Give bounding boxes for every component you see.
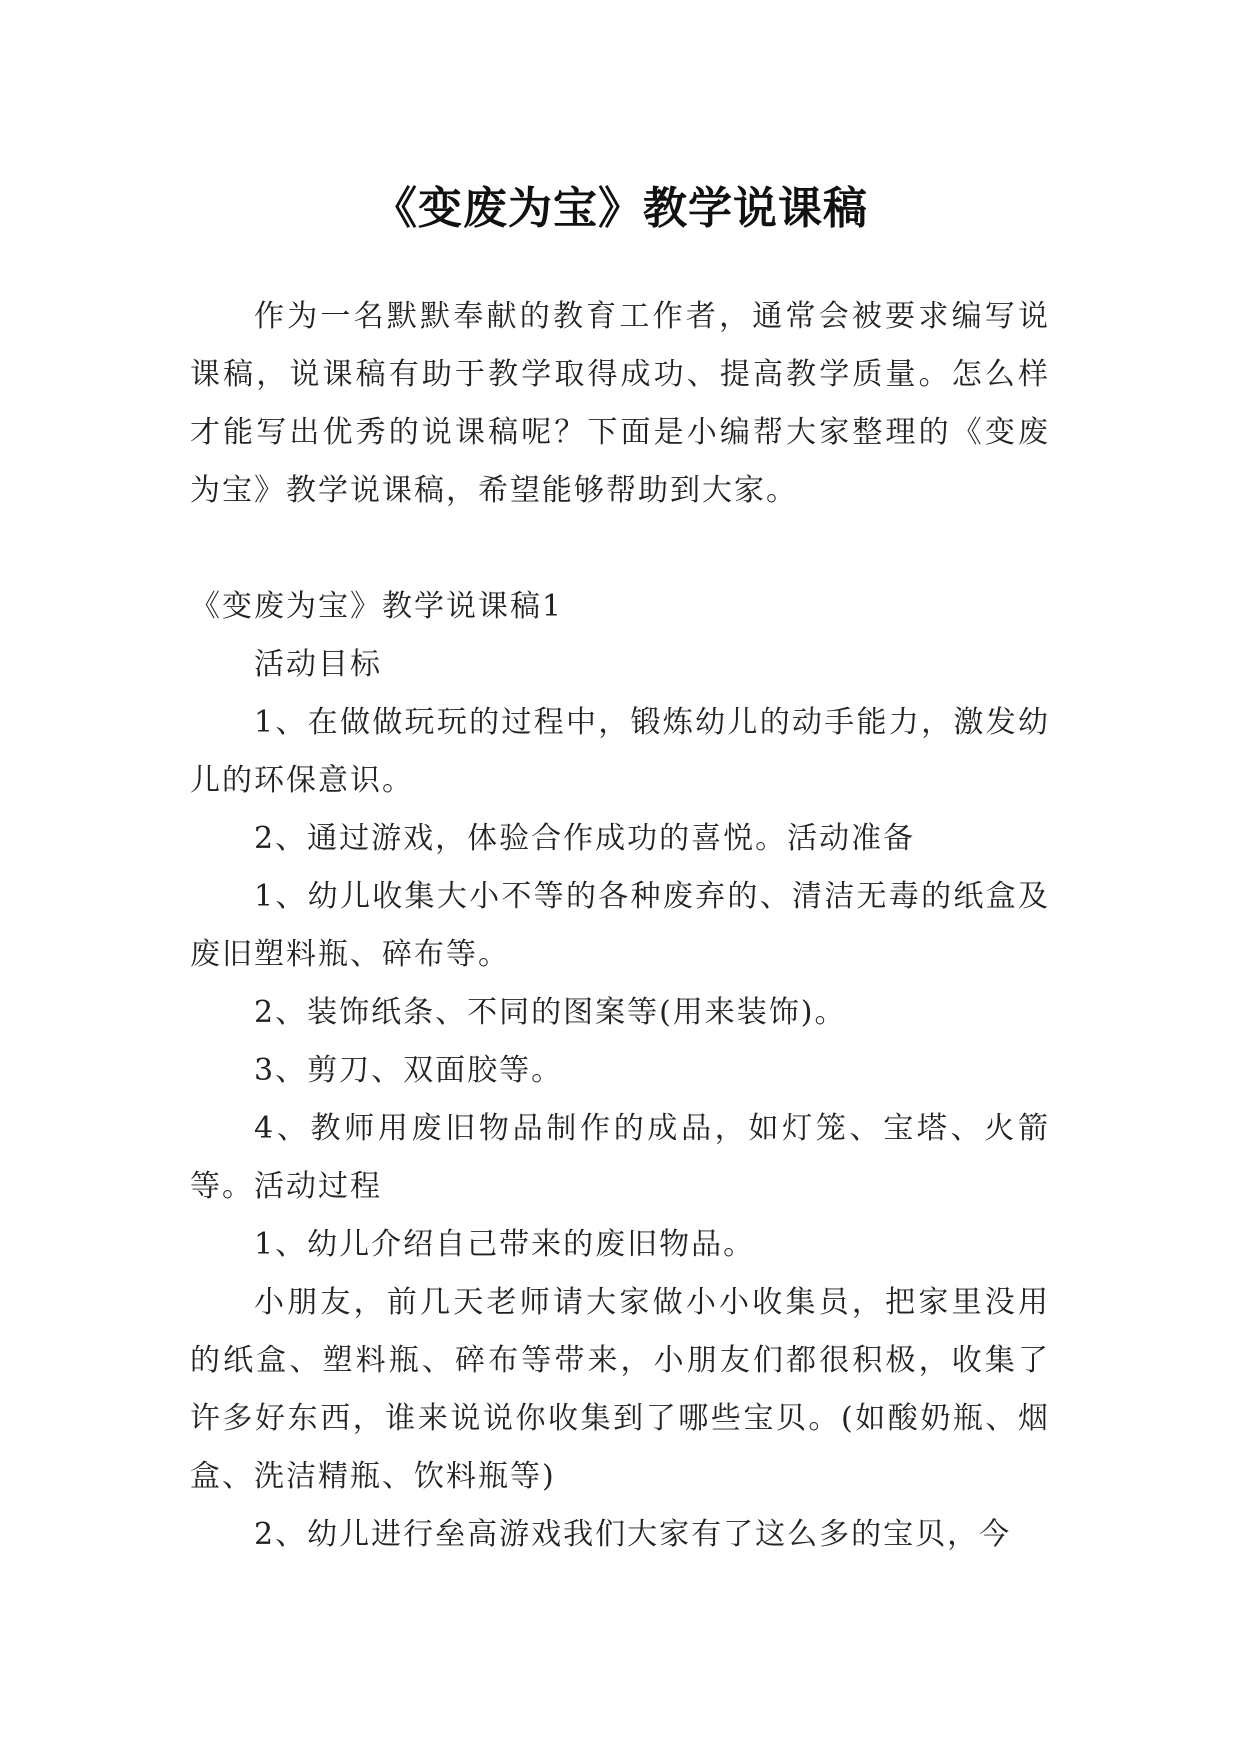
paragraph: 1、幼儿介绍自己带来的废旧物品。: [254, 1227, 756, 1262]
paragraph: 1、幼儿收集大小不等的各种废弃的、清洁无毒的纸盒及废旧塑料瓶、碎布等。: [190, 879, 1050, 972]
paragraph: 2、幼儿进行垒高游戏我们大家有了这么多的宝贝，今: [254, 1517, 1012, 1552]
intro-paragraph: 作为一名默默奉献的教育工作者，通常会被要求编写说课稿，说课稿有助于教学取得成功、提高教学质量。怎么样才能写出优秀的说课稿呢？下面是小编帮大家整理的《变废为宝》教学说课稿，希望能够帮助到大家。: [190, 299, 1050, 508]
document-title: 《变废为宝》教学说课稿: [373, 183, 868, 235]
paragraph: 4、教师用废旧物品制作的成品，如灯笼、宝塔、火箭等。活动过程: [190, 1111, 1050, 1204]
paragraph: 2、通过游戏，体验合作成功的喜悦。活动准备: [254, 821, 916, 856]
document-body: [190, 288, 1050, 1564]
section-heading: 《变废为宝》教学说课稿1: [190, 589, 564, 624]
paragraph: 小朋友，前几天老师请大家做小小收集员，把家里没用的纸盒、塑料瓶、碎布等带来，小朋友们都很积极，收集了许多好东西，谁来说说你收集到了哪些宝贝。(如酸奶瓶、烟盒、洗洁精瓶、饮料瓶等): [190, 1285, 1050, 1494]
paragraph: 3、剪刀、双面胶等。: [254, 1053, 564, 1088]
paragraph-activity-goals: 活动目标: [254, 647, 382, 682]
paragraph: 1、在做做玩玩的过程中，锻炼幼儿的动手能力，激发幼儿的环保意识。: [190, 705, 1050, 798]
paragraph: 2、装饰纸条、不同的图案等(用来装饰)。: [254, 995, 847, 1030]
